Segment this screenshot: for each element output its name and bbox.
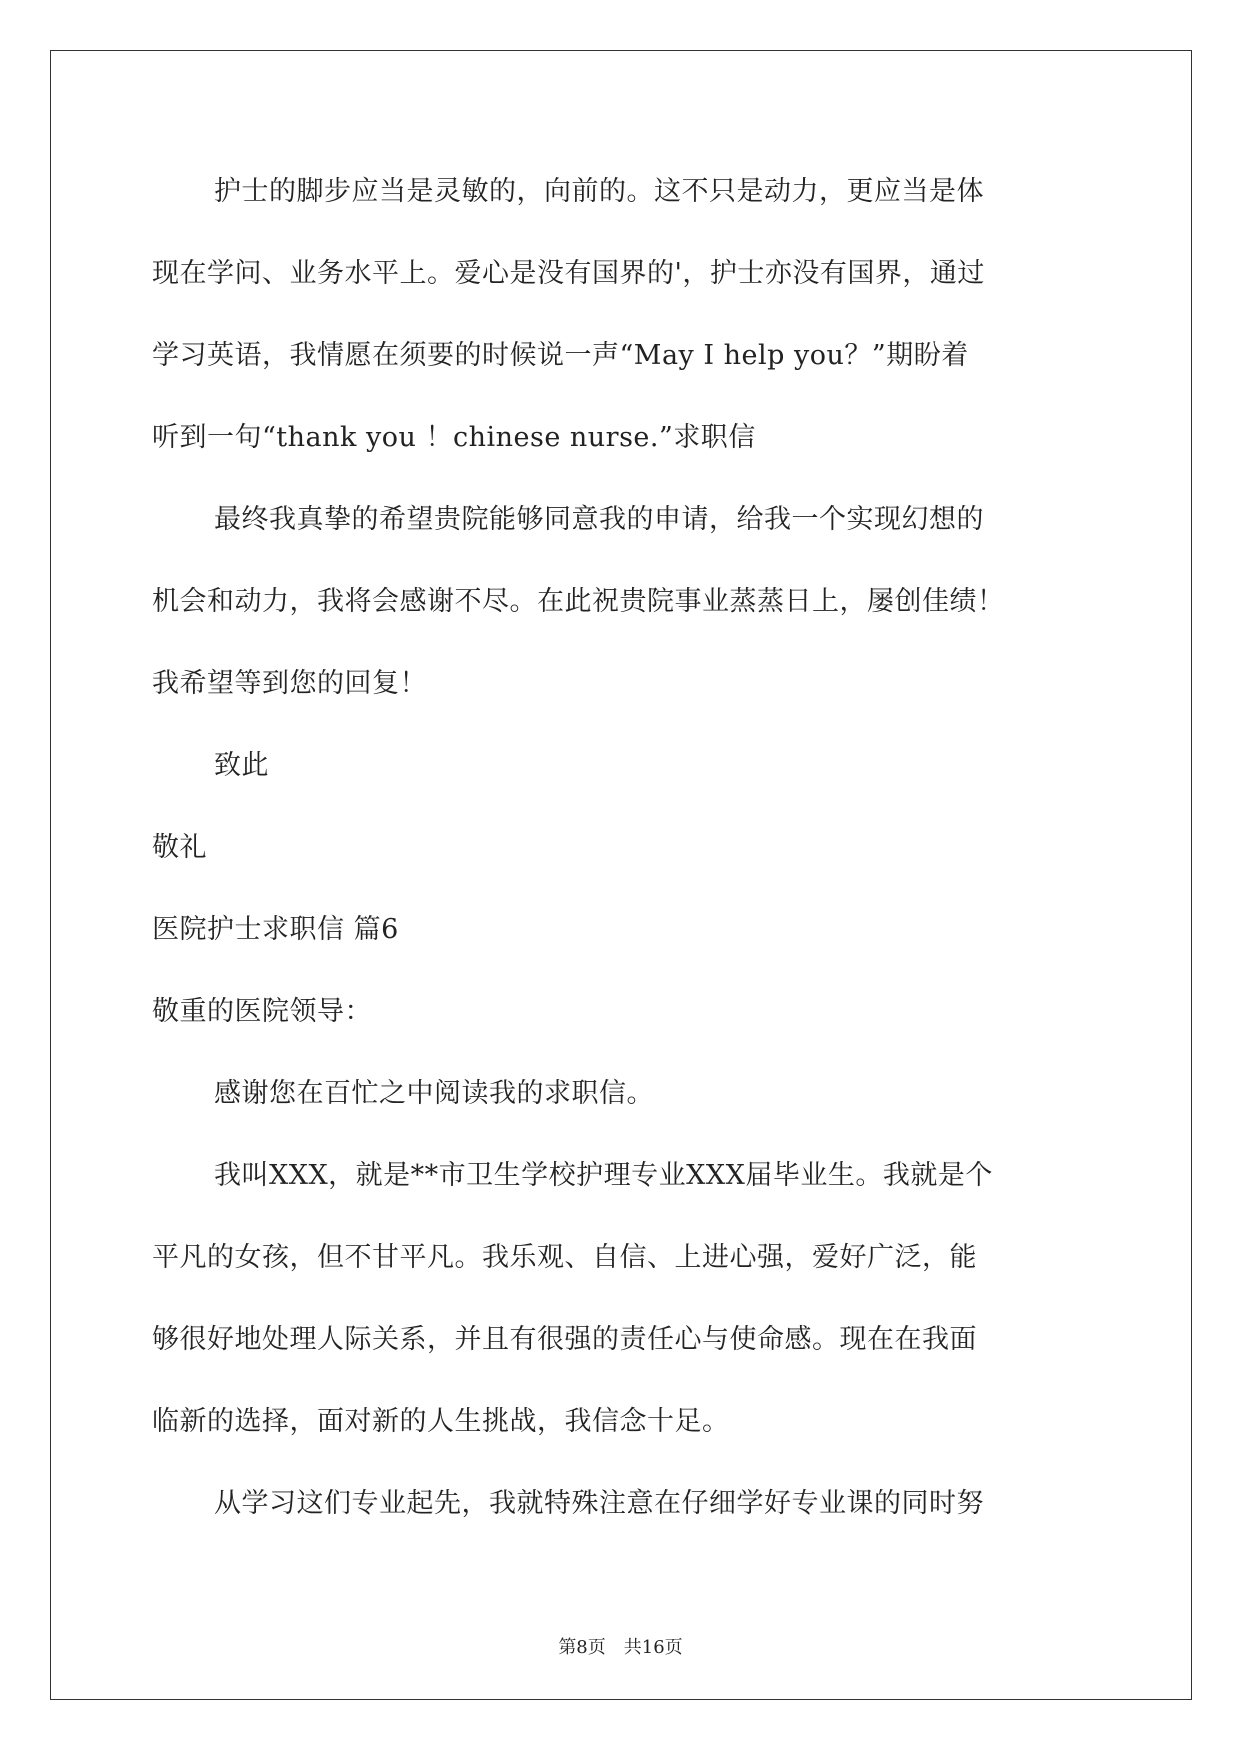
paragraph-line: 平凡的女孩，但不甘平凡。我乐观、自信、上进心强，爱好广泛，能 (152, 1242, 977, 1273)
paragraph-line: 机会和动力，我将会感谢不尽。在此祝贵院事业蒸蒸日上，屡创佳绩！ (152, 586, 1005, 617)
section-heading: 医院护士求职信 篇6 (152, 914, 399, 945)
paragraph-line: 我叫XXX，就是**市卫生学校护理专业XXX届毕业生。我就是个 (214, 1160, 993, 1191)
page-number-footer: 第8页 共16页 (558, 1637, 683, 1658)
paragraph-line: 从学习这们专业起先，我就特殊注意在仔细学好专业课的同时努 (214, 1488, 984, 1519)
paragraph-line: 感谢您在百忙之中阅读我的求职信。 (214, 1078, 654, 1109)
paragraph-line: 护士的脚步应当是灵敏的，向前的。这不只是动力，更应当是体 (214, 176, 984, 207)
greeting-line: 敬重的医院领导： (152, 996, 372, 1027)
paragraph-line: 我希望等到您的回复！ (152, 668, 427, 699)
paragraph-line: 够很好地处理人际关系，并且有很强的责任心与使命感。现在在我面 (152, 1324, 977, 1355)
paragraph-line: 现在学问、业务水平上。爱心是没有国界的'，护士亦没有国界，通过 (152, 258, 985, 289)
paragraph-line: 听到一句“thank you ！chinese nurse.”求职信 (152, 422, 756, 453)
paragraph-line: 学习英语，我情愿在须要的时候说一声“May I help you？”期盼着 (152, 340, 969, 371)
salutation-line: 敬礼 (152, 832, 207, 863)
paragraph-line: 临新的选择，面对新的人生挑战，我信念十足。 (152, 1406, 730, 1437)
closing-line: 致此 (214, 750, 269, 781)
document-body (152, 164, 1088, 1558)
paragraph-line: 最终我真挚的希望贵院能够同意我的申请，给我一个实现幻想的 (214, 504, 984, 535)
